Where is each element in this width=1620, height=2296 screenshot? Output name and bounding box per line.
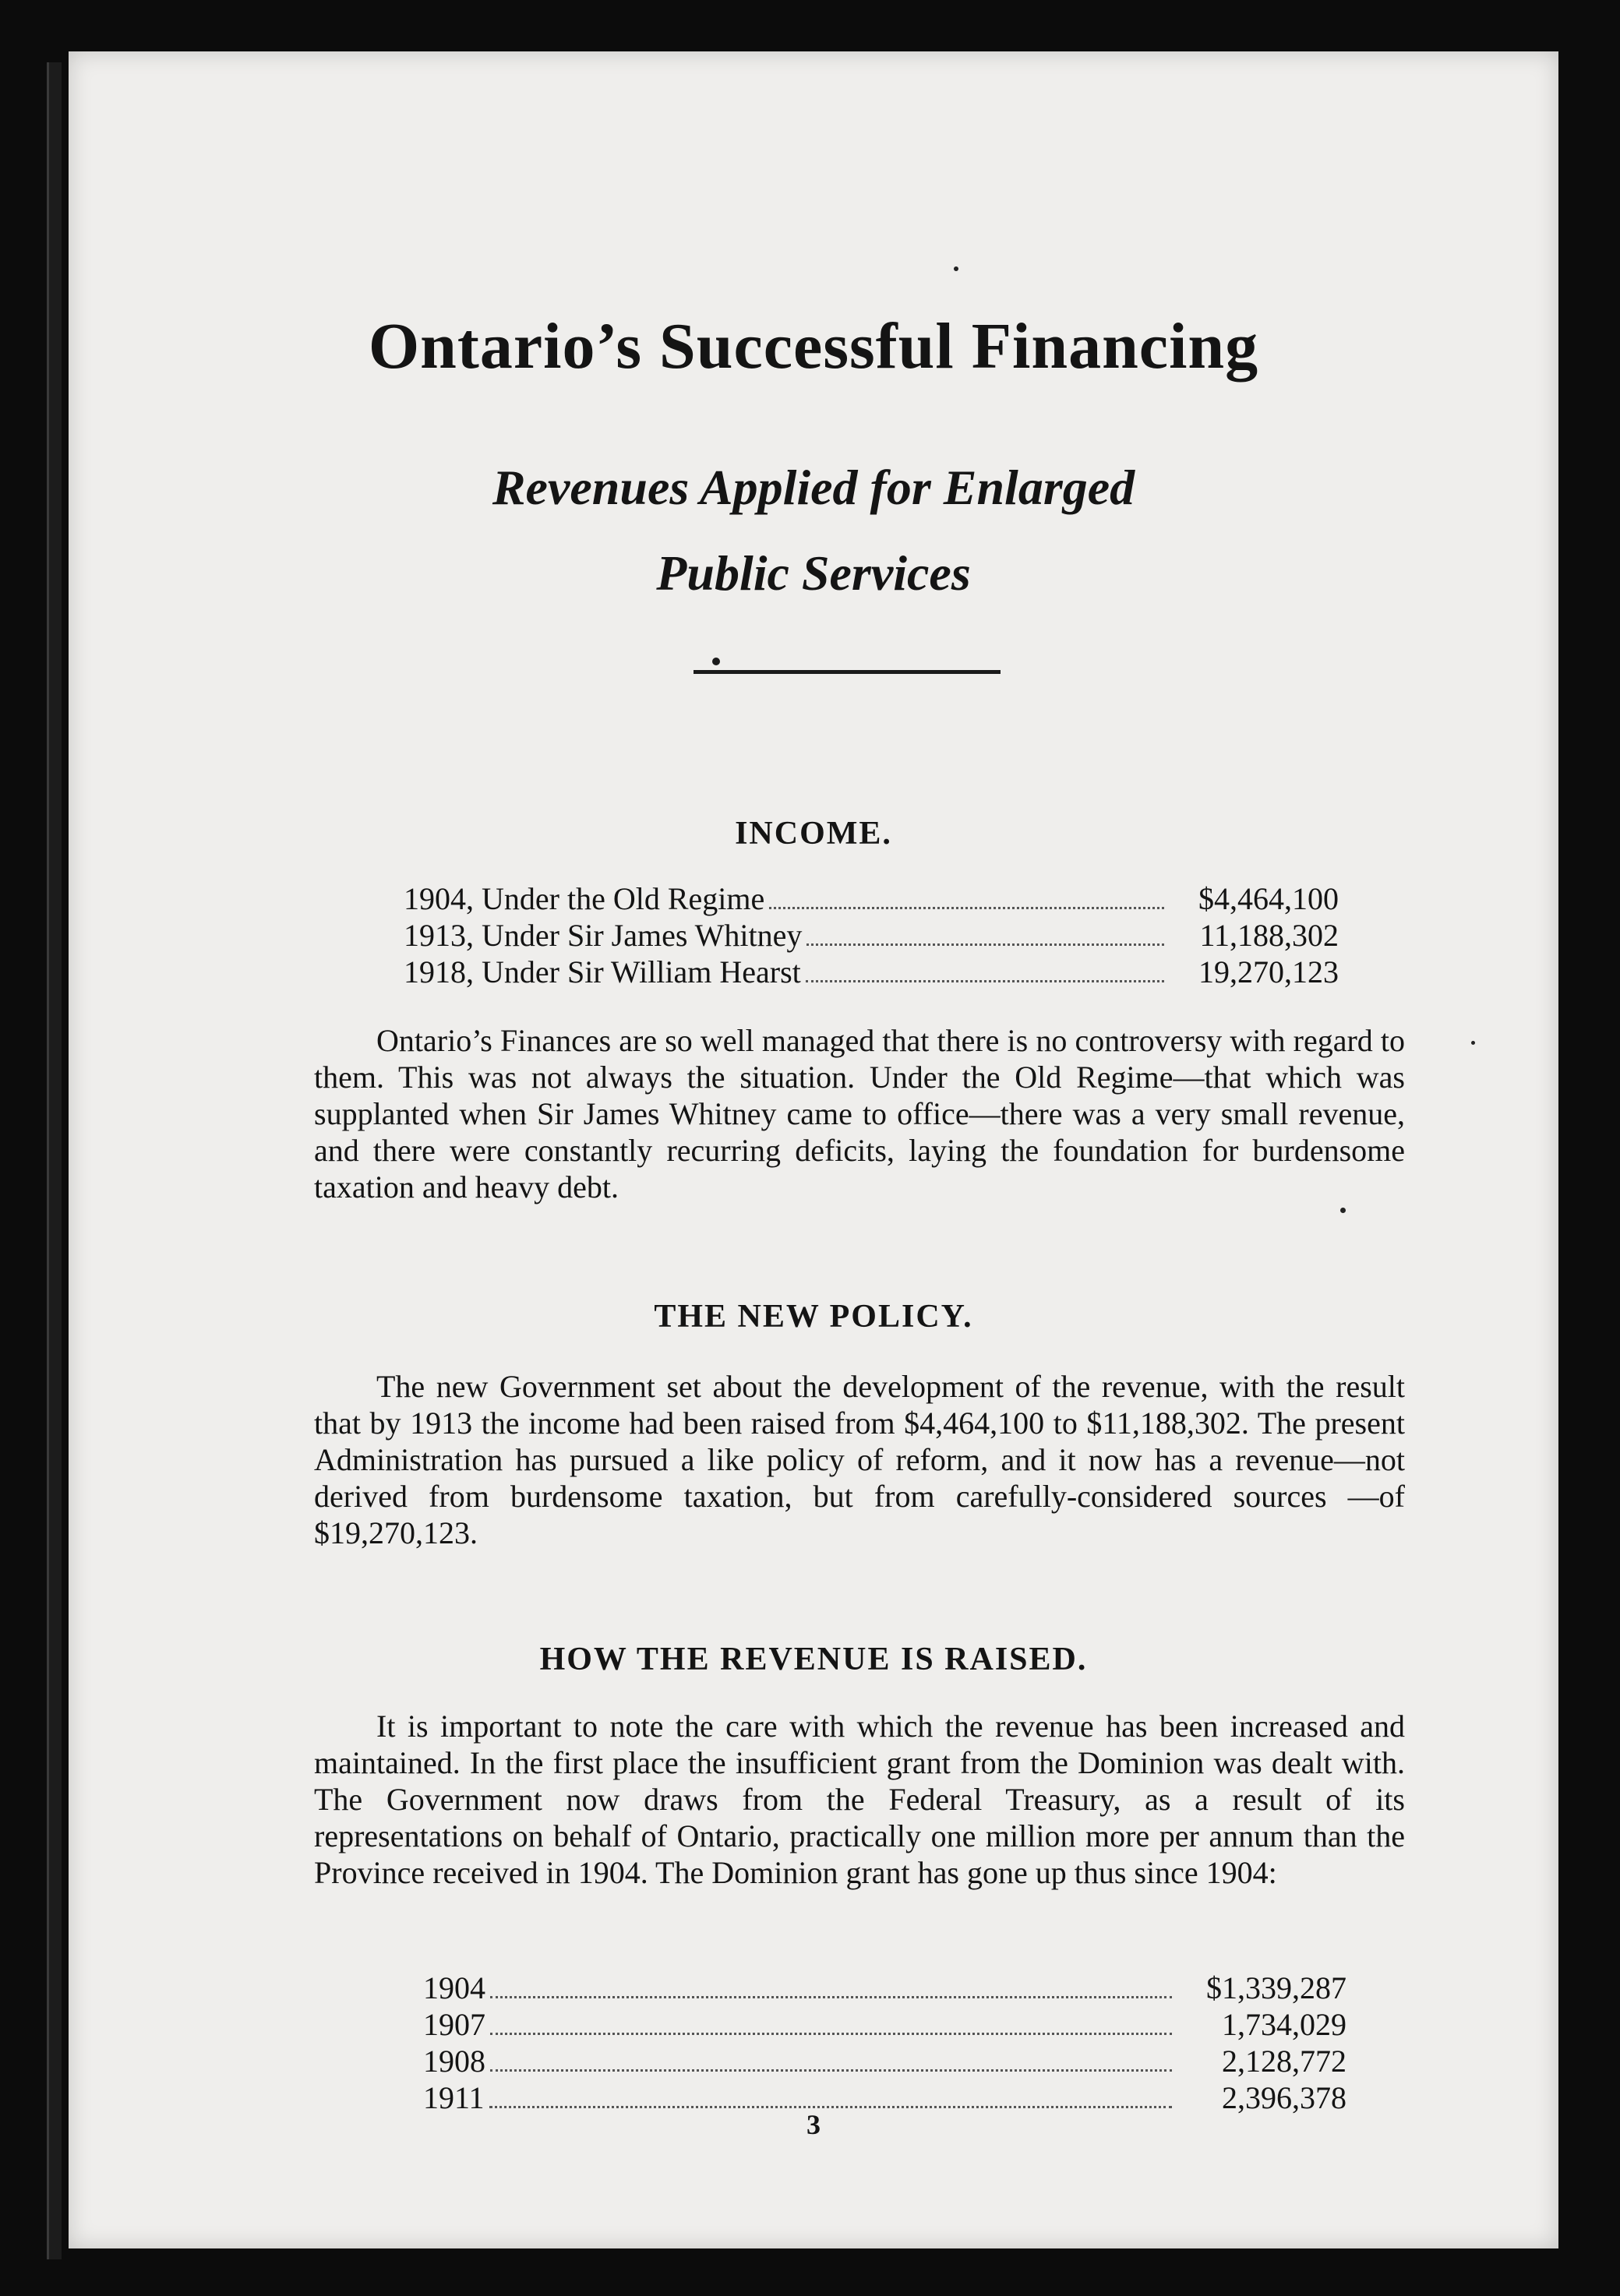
grant-row-year: 1907 (423, 2007, 485, 2042)
dominion-grant-table (423, 1970, 1346, 2116)
leader-dots (490, 1996, 1172, 1998)
income-heading: INCOME. (735, 816, 892, 852)
grant-row-value: 1,734,029 (1222, 2007, 1346, 2042)
income-row-label: 1913, Under Sir James Whitney (404, 918, 803, 953)
page-subtitle (69, 445, 1558, 616)
document-page (69, 51, 1558, 2248)
income-row-value: $4,464,100 (1198, 881, 1339, 916)
income-row-label: 1918, Under Sir William Hearst (404, 954, 801, 989)
grant-row-value: 2,128,772 (1222, 2044, 1346, 2079)
leader-dots (490, 2033, 1172, 2035)
income-row (404, 880, 1339, 917)
title-divider (694, 670, 1001, 674)
new-policy-paragraph: The new Government set about the development of the revenue, with the result that by 1913 the income had been raised from $4,464,100 to $11,188,302. The present Administration has pursued a like policy of reform, and it now has a revenue—not derived from burdensome taxation, but from carefully-considered sources —of $19,270,123. (314, 1369, 1405, 1550)
leader-dots (806, 980, 1164, 982)
grant-row-year: 1904 (423, 1970, 485, 2005)
leader-dots (806, 943, 1164, 946)
income-row-label: 1904, Under the Old Regime (404, 881, 765, 916)
leader-dots (490, 2069, 1172, 2072)
page-title: Ontario’s Successful Financing (368, 310, 1259, 383)
income-table (404, 880, 1339, 990)
grant-row (423, 1970, 1346, 2006)
new-policy-heading: THE NEW POLICY. (654, 1299, 973, 1335)
grant-row-year: 1908 (423, 2044, 485, 2079)
grant-row-value: 2,396,378 (1222, 2080, 1346, 2115)
income-paragraph: Ontario’s Finances are so well managed that there is no controversy with regard to them. This was not always the situation. Under the Old Regime—that which was supplanted when Sir James Whitney came to office—there was a very small revenue, and there were constantly recurring deficits, laying the foundation for burdensome taxation and heavy debt. (314, 1023, 1405, 1204)
grant-row (423, 2043, 1346, 2079)
grant-row-year: 1911 (423, 2080, 485, 2115)
subtitle-line-1: Revenues Applied for Enlarged (492, 460, 1135, 515)
subtitle-line-2: Public Services (656, 545, 971, 601)
revenue-heading: HOW THE REVENUE IS RAISED. (539, 1642, 1088, 1677)
revenue-paragraph: It is important to note the care with which the revenue has been increased and maintained. In the first place the insufficient grant from the Dominion was dealt with. The Government now draws from the Federal Treasury, as a result of its representations on behalf of Ontario, practically one million more per annum than the Province received in 1904. The Dominion grant has gone up thus since 1904: (314, 1709, 1405, 1890)
book-spine (47, 62, 62, 2259)
rule-ornament (712, 658, 720, 665)
income-row (404, 917, 1339, 954)
leader-dots (769, 907, 1164, 909)
print-speck (954, 266, 958, 271)
page-number: 3 (806, 2109, 821, 2140)
print-speck (1471, 1041, 1475, 1045)
print-speck (1340, 1208, 1346, 1213)
income-row-value: 19,270,123 (1198, 954, 1339, 989)
income-row-value: 11,188,302 (1199, 918, 1339, 953)
grant-row (423, 2006, 1346, 2043)
grant-row-value: $1,339,287 (1206, 1970, 1346, 2005)
income-row (404, 954, 1339, 990)
